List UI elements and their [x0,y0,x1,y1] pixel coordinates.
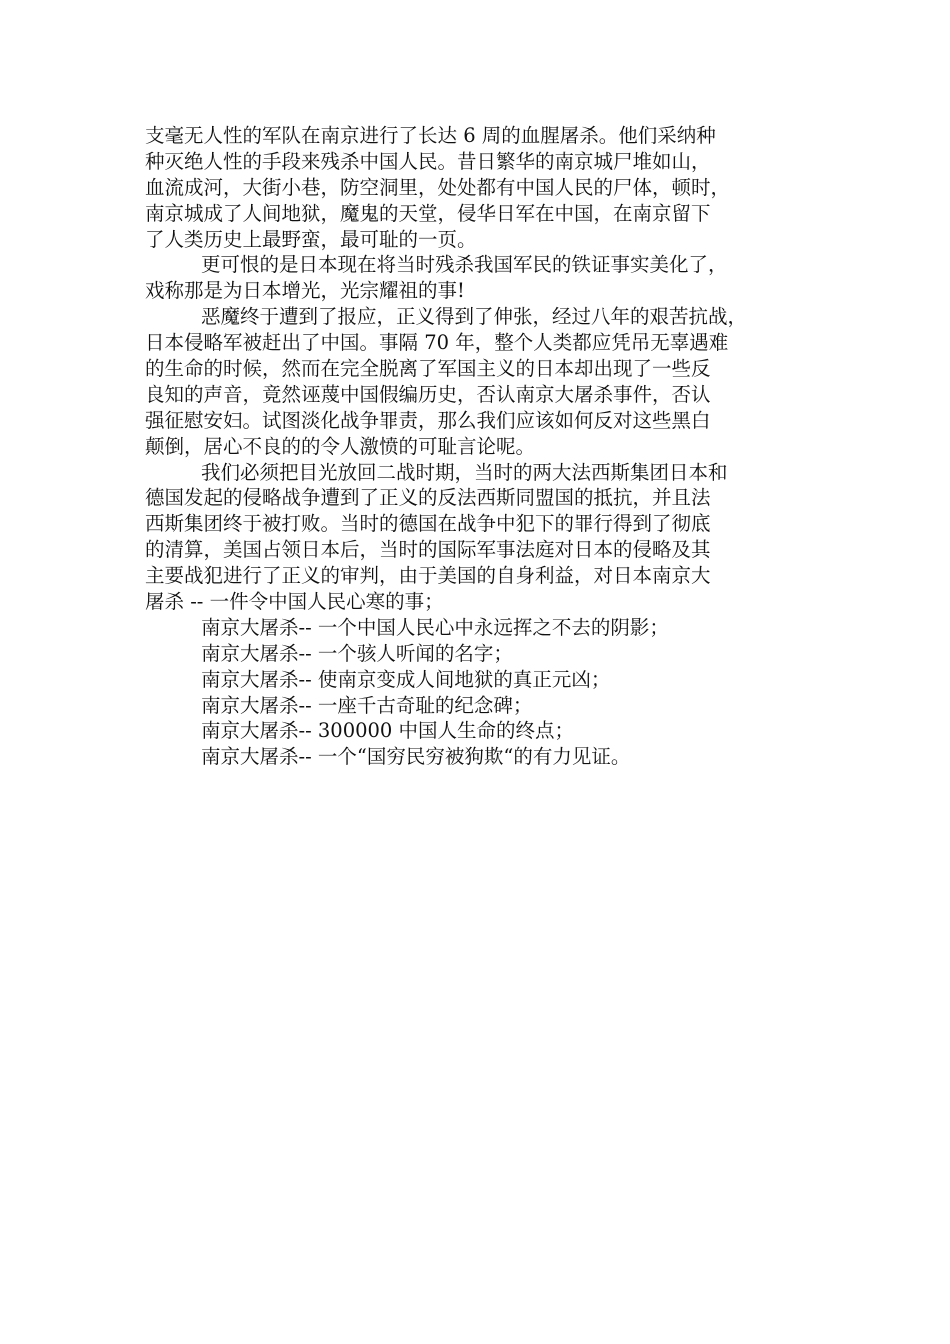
text-line: 颠倒，居心不良的的令人激愤的可耻言论呢。 [145,434,536,458]
text-line: 德国发起的侵略战争遭到了正义的反法西斯同盟国的抵抗，并且法 [145,486,711,510]
text-line: 戏称那是为日本增光，光宗耀祖的事! [145,279,465,303]
list-line: 南京大屠杀-- 一个“国穷民穷被狗欺“的有力见证。 [201,745,631,769]
list-line: 南京大屠杀-- 一个骇人听闻的名字； [201,641,513,665]
text-line: 的清算，美国占领日本后，当时的国际军事法庭对日本的侵略及其 [145,538,711,562]
paragraph-first-line: 我们必须把目光放回二战时期，当时的两大法西斯集团日本和 [201,460,728,484]
text-line: 南京城成了人间地狱，魔鬼的天堂，侵华日军在中国，在南京留下 [145,201,711,225]
list-line: 南京大屠杀-- 一座千古奇耻的纪念碑； [201,693,533,717]
text-line: 主要战犯进行了正义的审判，由于美国的自身利益，对日本南京大 [145,564,711,588]
text-line: 血流成河，大街小巷，防空洞里，处处都有中国人民的尸体，顿时， [145,175,731,199]
paragraph-first-line: 更可恨的是日本现在将当时残杀我国军民的铁证事实美化了， [201,253,728,277]
list-line: 南京大屠杀-- 使南京变成人间地狱的真正元凶； [201,667,611,691]
list-line: 南京大屠杀-- 300000 中国人生命的终点； [201,719,575,743]
text-line: 良知的声音，竟然诬蔑中国假编历史，否认南京大屠杀事件，否认 [145,382,711,406]
text-line: 的生命的时候，然而在完全脱离了军国主义的日本却出现了一些反 [145,357,711,381]
text-line: 种灭绝人性的手段来残杀中国人民。昔日繁华的南京城尸堆如山， [145,149,711,173]
text-line: 西斯集团终于被打败。当时的德国在战争中犯下的罪行得到了彻底 [145,512,711,536]
text-line: 支毫无人性的军队在南京进行了长达 6 周的血腥屠杀。他们采纳种 [145,124,716,147]
list-line: 南京大屠杀-- 一个中国人民心中永远挥之不去的阴影； [201,615,669,639]
paragraph-first-line: 恶魔终于遭到了报应，正义得到了伸张，经过八年的艰苦抗战， [201,305,748,329]
text-line: 强征慰安妇。试图淡化战争罪责，那么我们应该如何反对这些黑白 [145,408,711,432]
body-text [145,123,825,770]
text-line: 了人类历史上最野蛮，最可耻的一页。 [145,227,477,251]
text-line: 日本侵略军被赶出了中国。事隔 70 年，整个人类都应凭吊无辜遇难 [145,331,729,355]
text-line: 屠杀 -- 一件令中国人民心寒的事； [145,590,444,614]
